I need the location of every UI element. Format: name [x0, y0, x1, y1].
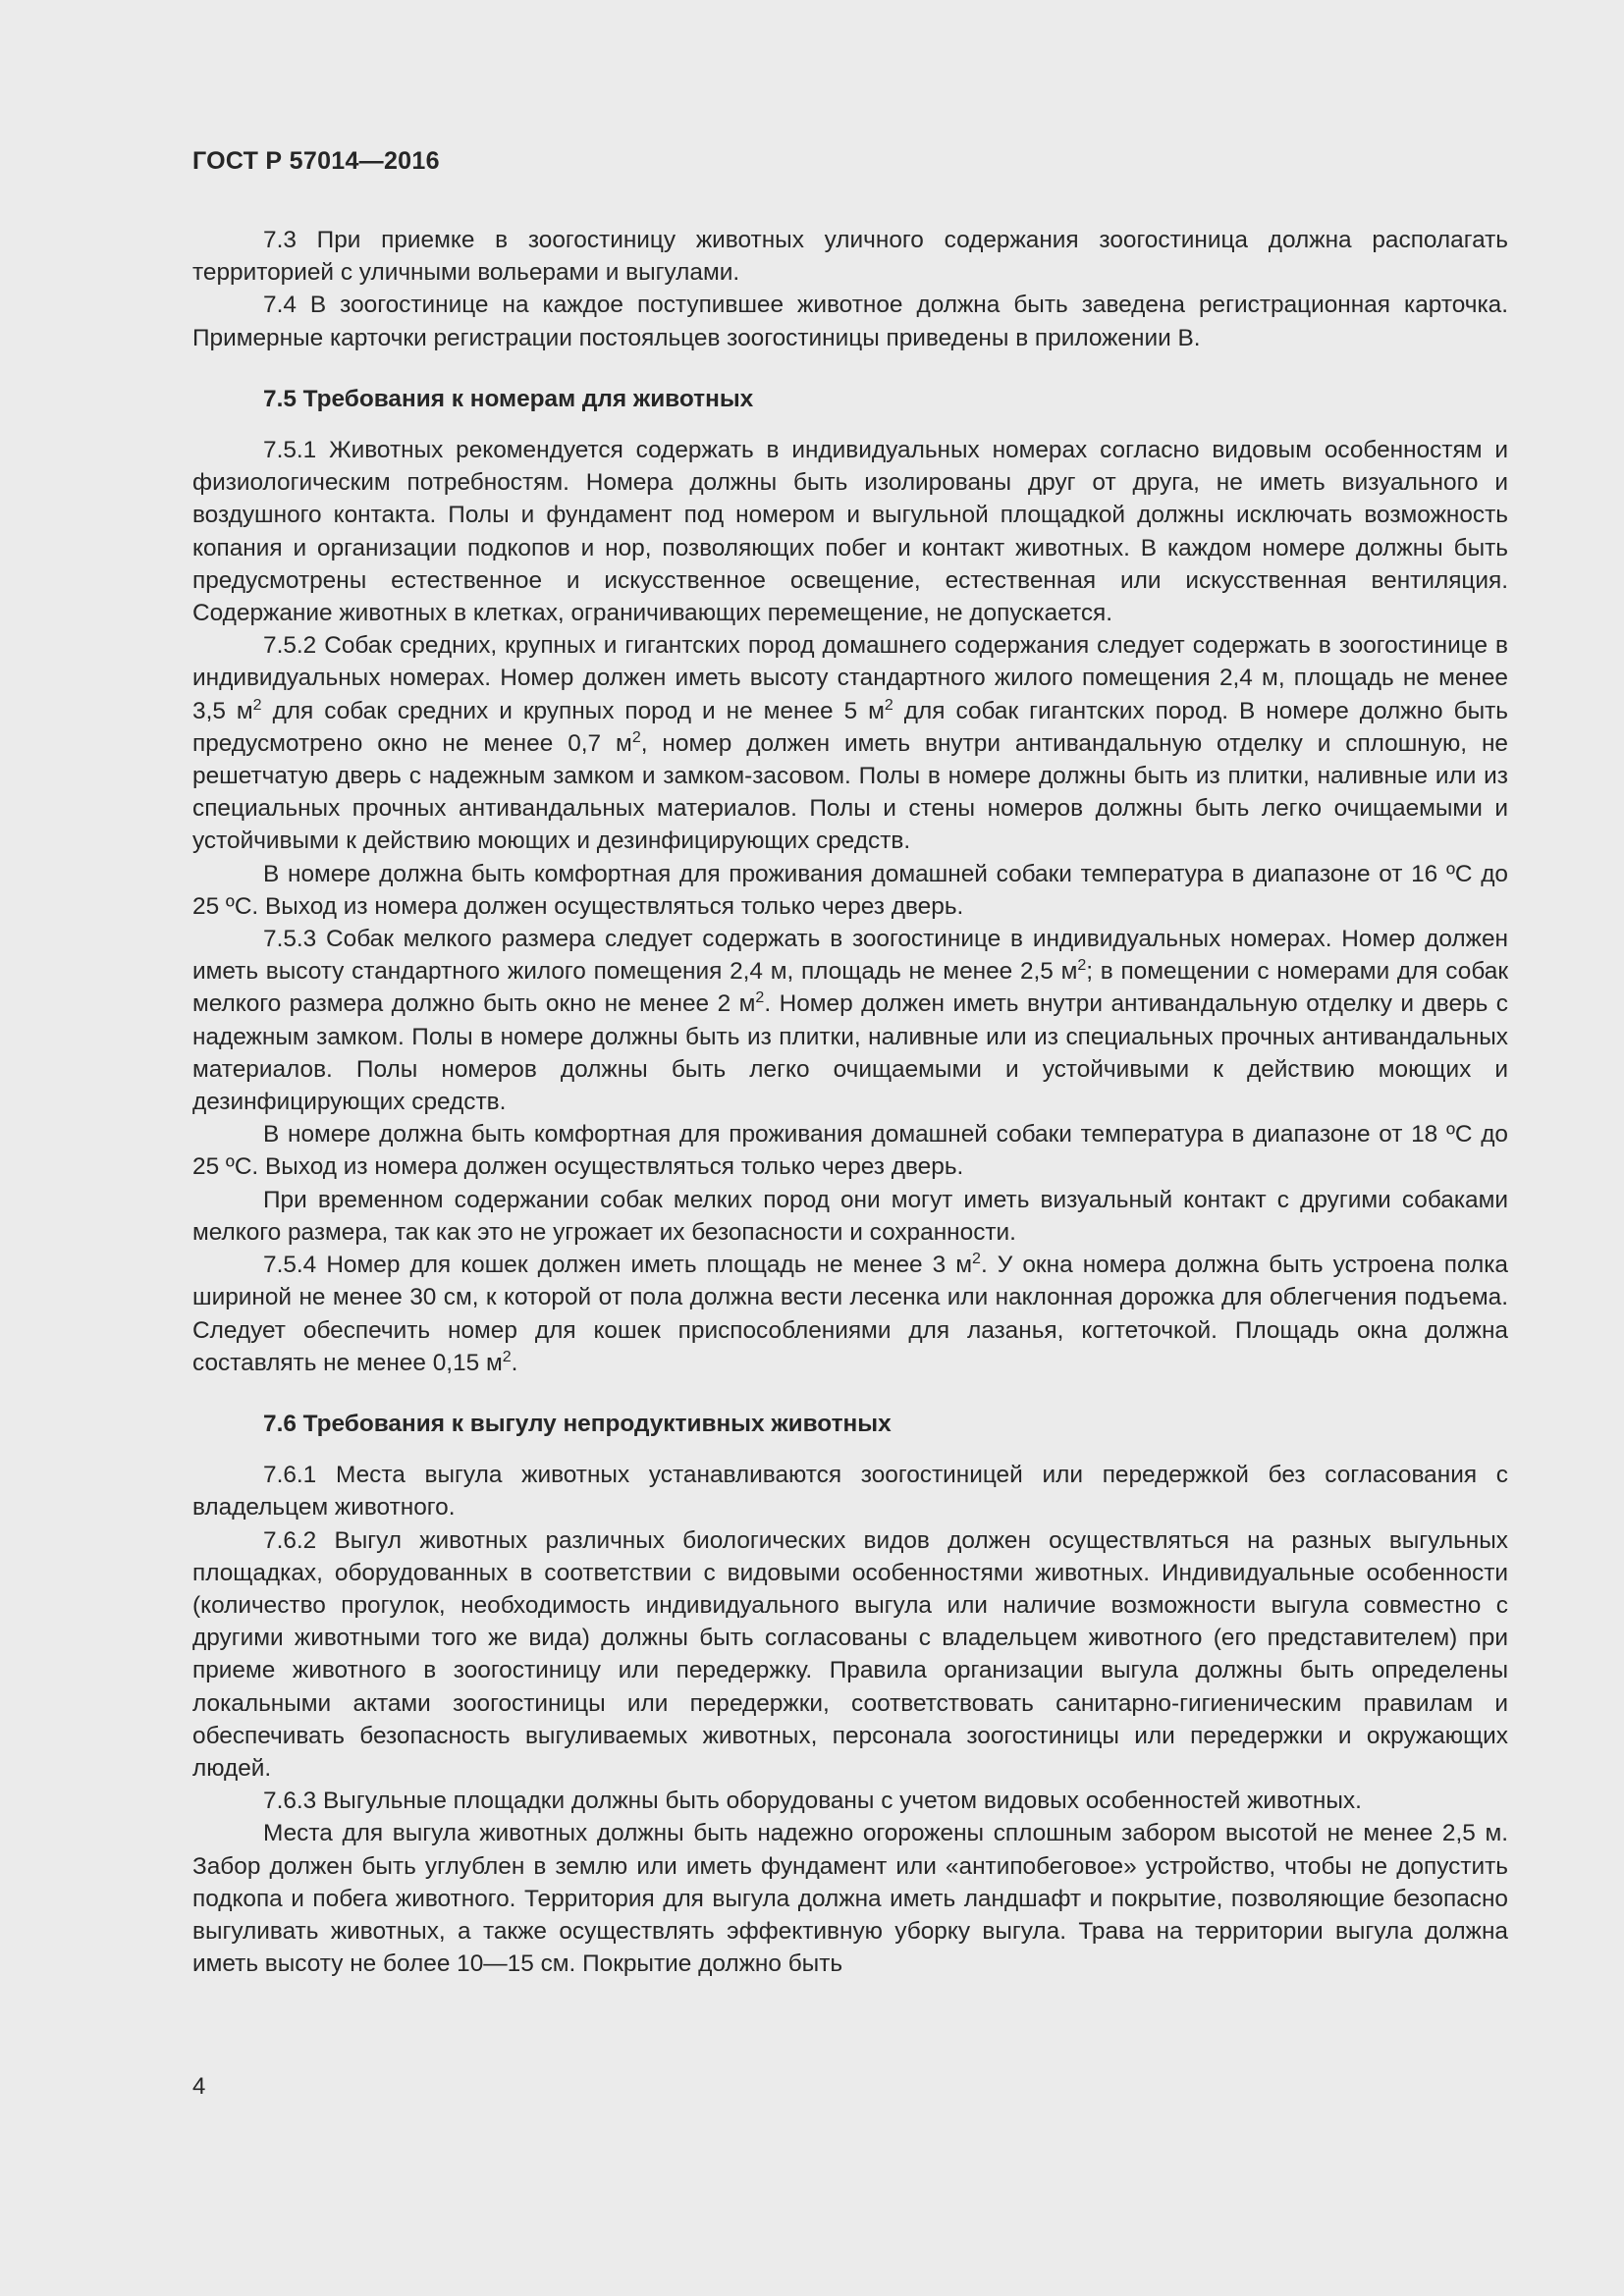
text-run: , номер должен иметь внутри антивандальную отделку и сплошную, не решетчатую дверь с надежным замком и замком-засовом. Полы в номере должны быть из плитки, наливные или из специальных прочных антивандальных материалов. Полы и стены номеров должны быть легко очищаемыми и устойчивыми к действию моющих и дезинфицирующих средств.	[192, 729, 1508, 855]
document-body	[192, 224, 1508, 1980]
paragraph-7-6-3: 7.6.3 Выгульные площадки должны быть оборудованы с учетом видовых особенностей животных.	[263, 1788, 1362, 1815]
superscript: 2	[502, 1348, 512, 1365]
text-run: . У окна номера должна быть устроена полка шириной не менее 30 см, к которой от пола должна вести лесенка или наклонная дорожка для облегчения подъема. Следует обеспечить номер для кошек приспособлениями для лазанья, когтеточкой. Площадь окна должна составлять не менее 0,15 м	[192, 1252, 1508, 1376]
section-heading-7-5: 7.5 Требования к номерам для животных	[263, 385, 754, 412]
superscript: 2	[1077, 957, 1087, 975]
section-heading-7-6: 7.6 Требования к выгулу непродуктивных животных	[263, 1410, 892, 1437]
paragraph-7-4: 7.4 В зоогостинице на каждое поступившее животное должна быть заведена регистрационная карточка. Примерные карточки регистрации постояльцев зоогостиницы приведены в приложении В.	[192, 292, 1508, 351]
paragraph-7-5-1: 7.5.1 Животных рекомендуется содержать в индивидуальных номерах согласно видовым особенностям и физиологическим потребностям. Номера должны быть изолированы друг от друга, не иметь визуального и воздушного контакта. Полы и фундамент под номером и выгульной площадкой должны исключать возможность копания и организации подкопов и нор, позволяющих побег и контакт животных. В каждом номере должны быть предусмотрены естественное и искусственное освещение, естественная или искусственная вентиляция. Содержание животных в клетках, ограничивающих перемещение, не допускается.	[192, 437, 1508, 627]
superscript: 2	[884, 696, 893, 714]
paragraph-7-5-3-temperature: В номере должна быть комфортная для проживания домашней собаки температура в диапазоне от 18 ºC до 25 ºC. Выход из номера должен осуществляться только через дверь.	[192, 1121, 1508, 1181]
text-run: .	[511, 1349, 518, 1376]
text-run: для собак гигантских пород. В номере должно быть предусмотрено окно не менее 0,7 м	[192, 697, 1508, 757]
paragraph-7-3: 7.3 При приемке в зоогостиницу животных уличного содержания зоогостиница должна располагать территорией с уличными вольерами и выгулами.	[192, 227, 1508, 287]
paragraph-7-6-3-places: Места для выгула животных должны быть надежно огорожены сплошным забором высотой не менее 2,5 м. Забор должен быть углублен в землю или иметь фундамент или «антипобеговое» устройство, чтобы не допустить подкопа и побега животного. Территория для выгула должна иметь ландшафт и покрытие, позволяющие безопасно выгуливать животных, а также осуществлять эффективную уборку выгула. Трава на территории выгула должна иметь высоту не более 10—15 см. Покрытие должно быть	[192, 1820, 1508, 1978]
superscript: 2	[252, 696, 262, 714]
paragraph-7-5-3	[192, 923, 1508, 1118]
text-run: для собак средних и крупных пород и не менее 5 м	[261, 697, 885, 724]
paragraph-7-5-4	[192, 1249, 1508, 1379]
document-code-header: ГОСТ Р 57014—2016	[192, 147, 440, 175]
text-run: 7.5.3 Собак мелкого размера следует содержать в зоогостинице в индивидуальных номерах. Номер должен иметь высоту стандартного жилого помещения 2,4 м, площадь не менее 2,5 м	[192, 926, 1508, 986]
text-run: 7.5.4 Номер для кошек должен иметь площадь не менее 3 м	[263, 1252, 973, 1279]
page-number: 4	[192, 2073, 206, 2100]
paragraph-7-6-1: 7.6.1 Места выгула животных устанавливаются зоогостиницей или передержкой без согласования с владельцем животного.	[192, 1462, 1508, 1522]
text-run: . Номер должен иметь внутри антивандальную отделку и дверь с надежным замком. Полы в номере должны быть из плитки, наливные или из специальных прочных антивандальных материалов. Полы номеров должны быть легко очищаемыми и устойчивыми к действию моющих и дезинфицирующих средств.	[192, 990, 1508, 1116]
paragraph-7-5-3-contact: При временном содержании собак мелких пород они могут иметь визуальный контакт с другими собаками мелкого размера, так как это не угрожает их безопасности и сохранности.	[192, 1186, 1508, 1246]
paragraph-7-5-2-temperature: В номере должна быть комфортная для проживания домашней собаки температура в диапазоне от 16 ºC до 25 ºC. Выход из номера должен осуществляться только через дверь.	[192, 860, 1508, 920]
superscript: 2	[972, 1251, 981, 1268]
text-run: ; в помещении с номерами для собак мелкого размера должно быть окно не менее 2 м	[192, 958, 1508, 1018]
superscript: 2	[755, 989, 765, 1007]
text-run: 7.5.2 Собак средних, крупных и гигантских пород домашнего содержания следует содержать в зоогостинице в индивидуальных номерах. Номер должен иметь высоту стандартного жилого помещения 2,4 м, площадь не менее 3,5 м	[192, 632, 1508, 724]
paragraph-7-6-2: 7.6.2 Выгул животных различных биологических видов должен осуществляться на разных выгульных площадках, оборудованных в соответствии с видовыми особенностями животных. Индивидуальные особенности (количество прогулок, необходимость индивидуального выгула или наличие возможности выгула совместно с другими животными того же вида) должны быть согласованы с владельцем животного (его представителем) при приеме животного в зоогостиницу или передержку. Правила организации выгула должны быть определены локальными актами зоогостиницы или передержки, соответствовать санитарно-гигиеническим правилам и обеспечивать безопасность выгуливаемых животных, персонала зоогостиницы или передержки и окружающих людей.	[192, 1526, 1508, 1782]
paragraph-7-5-2	[192, 629, 1508, 857]
superscript: 2	[631, 728, 641, 746]
